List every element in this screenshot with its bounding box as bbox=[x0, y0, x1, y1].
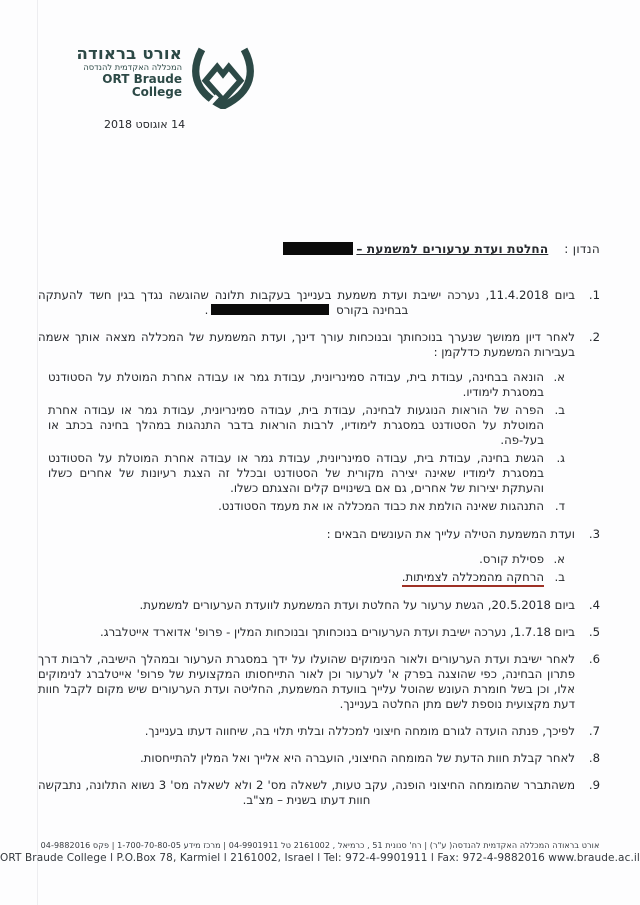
item-text: לפיכך, פנתה הועדה לגורם מומחה חיצוני למכללה ובלתי תלוי בה, שיחווה דעתו בעניינך. bbox=[144, 724, 575, 738]
footer-hebrew-line: אורט בראודה המכללה האקדמית להנדסה( ע"ר) | רח' סנונית 51 , כרמיאל , 2161002 טל 04-9901911 | מרכז מידע 1-700-70-80-05 | פקס 04-9882016 bbox=[40, 841, 600, 850]
sub-list-penalties bbox=[38, 552, 600, 585]
item-text: לאחר דיון ממושך שנערך בנוכחותך ובנוכחות עורך דינך, ועדת המשמעת של המכללה מצאה אותך אשמה בעבירות המשמעת כדלקמן : bbox=[38, 330, 575, 359]
letterhead bbox=[56, 45, 260, 109]
sub-text: הפרה של הוראות הנוגעות לבחינה, עבודת בית, עבודה סמינריונית, עבודת גמר או עבודה אחרת המוטלת על הסטודנט במסגרת לימודיו, לרבות הוראות בדבר התנהגות במהלך בחינה בכתב או בעל-פה. bbox=[48, 403, 544, 447]
list-item-7 bbox=[38, 724, 600, 739]
item-text: ביום 1.7.18, נערכה ישיבת ועדת הערעורים בנוכחותך ובנוכחות המלין - פרופ' אדוארד אייטלברג. bbox=[100, 625, 575, 639]
sub-item-a bbox=[48, 370, 565, 400]
item-number: 3. bbox=[588, 527, 600, 541]
org-name-english: ORT Braude College bbox=[102, 72, 182, 99]
redaction-box-course bbox=[211, 304, 329, 315]
item-number: 1. bbox=[588, 288, 600, 302]
sub-letter: א. bbox=[553, 552, 565, 566]
sub-letter: ב. bbox=[554, 403, 565, 417]
sub-text: הגשת בחינה, עבודת בית, עבודה סמינריונית, עבודת גמר או עבודה אחרת המוטלת על הסטודנט במסגרת לימודיו שאינה יצירה מקורית של הסטודנט ובכלל זה הצגת רעיונות של אחרים כשלו והעתקת יצירות של אחרים, גם אם בשינויים קלים והצגתם כשלו. bbox=[48, 451, 544, 495]
list-item-4 bbox=[38, 598, 600, 613]
org-subtitle-hebrew: המכללה האקדמית להנדסה bbox=[83, 62, 182, 73]
item-number: 9. bbox=[588, 778, 600, 792]
footer-english-line: ORT Braude College l P.O.Box 78, Karmiel l 2161002, Israel l Tel: 972-4-9901911 l Fax: 972-4-9882016 www.braude.ac.il bbox=[0, 852, 640, 864]
item-number: 7. bbox=[588, 724, 600, 738]
item-number: 8. bbox=[588, 751, 600, 765]
subject-line bbox=[283, 242, 600, 256]
sub-letter: א. bbox=[553, 370, 565, 384]
sub-item-c bbox=[48, 451, 565, 496]
letter-date: 14 אוגוסט 2018 bbox=[104, 118, 186, 131]
subject-title: החלטת ועדת ערעורים למשמעת – bbox=[356, 242, 549, 256]
item-number: 5. bbox=[588, 625, 600, 639]
item-text: משהתברר שהמומחה החיצוני הופנה, עקב טעות, לשאלה מס' 2 ולא לשאלה מס' 3 נשוא התלונה, נתבקשה חוות דעתו בשנית – מצ"ב. bbox=[38, 778, 576, 807]
subject-label: הנדון : bbox=[564, 242, 600, 256]
sub-list-offenses bbox=[38, 370, 600, 514]
sub-letter: ג. bbox=[556, 451, 565, 465]
list-item-1 bbox=[38, 288, 600, 318]
page-footer bbox=[0, 841, 640, 864]
list-item-8 bbox=[38, 751, 600, 766]
item-number: 4. bbox=[588, 598, 600, 612]
item-text: ביום 20.5.2018, הגשת ערעור על החלטת ועדת המשמעת לוועדת הערעורים למשמעת. bbox=[139, 598, 575, 612]
sub-text: התנהגות שאינה הולמת את כבוד המכללה או את מעמד הסטודנט. bbox=[218, 499, 544, 513]
list-item-3 bbox=[38, 527, 600, 542]
item-text-suffix: . bbox=[204, 303, 209, 317]
sub-letter: ד. bbox=[554, 499, 565, 513]
sub-text bbox=[48, 570, 544, 585]
list-item-6 bbox=[38, 652, 600, 712]
tulip-logo-icon bbox=[186, 45, 260, 109]
sub-text: פסילת קורס. bbox=[479, 552, 544, 566]
list-item-5 bbox=[38, 625, 600, 640]
item-text: לאחר קבלת חוות הדעת של המומחה החיצוני, הועברה היא אלייך ואל המלין להתייחסות. bbox=[139, 751, 575, 765]
item-text-part: ביום 11.4.2018, נערכה ישיבת ועדת משמעת בעניינך בעקבות תלונה שהוגשה נגדך בגין חשד להעתקה בבחינה בקורס bbox=[38, 288, 575, 317]
letterhead-text bbox=[56, 45, 182, 98]
redaction-box-name bbox=[283, 242, 353, 255]
expulsion-penalty-text: הרחקה מהמכללה לצמיתות. bbox=[402, 570, 544, 587]
item-text bbox=[38, 288, 575, 318]
org-name-hebrew: אורט בראודה bbox=[76, 44, 182, 63]
item-text: לאחר ישיבת ועדת הערעורים ולאור הנימוקים שהועלו על ידך במסגרת הערעור ובמהלך הישיבה, לרבות דרך פתרון הבחינה, כפי שהוצגה בפרק א' לערעור וכן לאור התייחסותו המקצועית של פרופ' אייטלברג לנימוקים אלו, וכן בשל חומרת העונש שהוטל עלייך בוועדת המשמעת, החליטה ועדת הערעורים שיש מקום לקבל חוות דעת מקצועית נוספת לשם מתן החלטה בעניינך. bbox=[38, 652, 575, 711]
item-number: 6. bbox=[588, 652, 600, 666]
list-item-9 bbox=[38, 778, 600, 808]
sub-item-b bbox=[48, 570, 565, 585]
item-number: 2. bbox=[588, 330, 600, 344]
list-item-2 bbox=[38, 330, 600, 360]
letter-body bbox=[38, 288, 600, 820]
sub-item-d bbox=[48, 499, 565, 514]
sub-item-a bbox=[48, 552, 565, 567]
sub-text: הונאה בבחינה, עבודת בית, עבודה סמינריונית, עבודת גמר או עבודה אחרת המוטלת על הסטודנט במסגרת לימודיו. bbox=[48, 370, 544, 399]
sub-letter: ב. bbox=[554, 570, 565, 584]
item-text: ועדת המשמעת הטילה עלייך את העונשים הבאים : bbox=[326, 527, 575, 541]
sub-item-b bbox=[48, 403, 565, 448]
